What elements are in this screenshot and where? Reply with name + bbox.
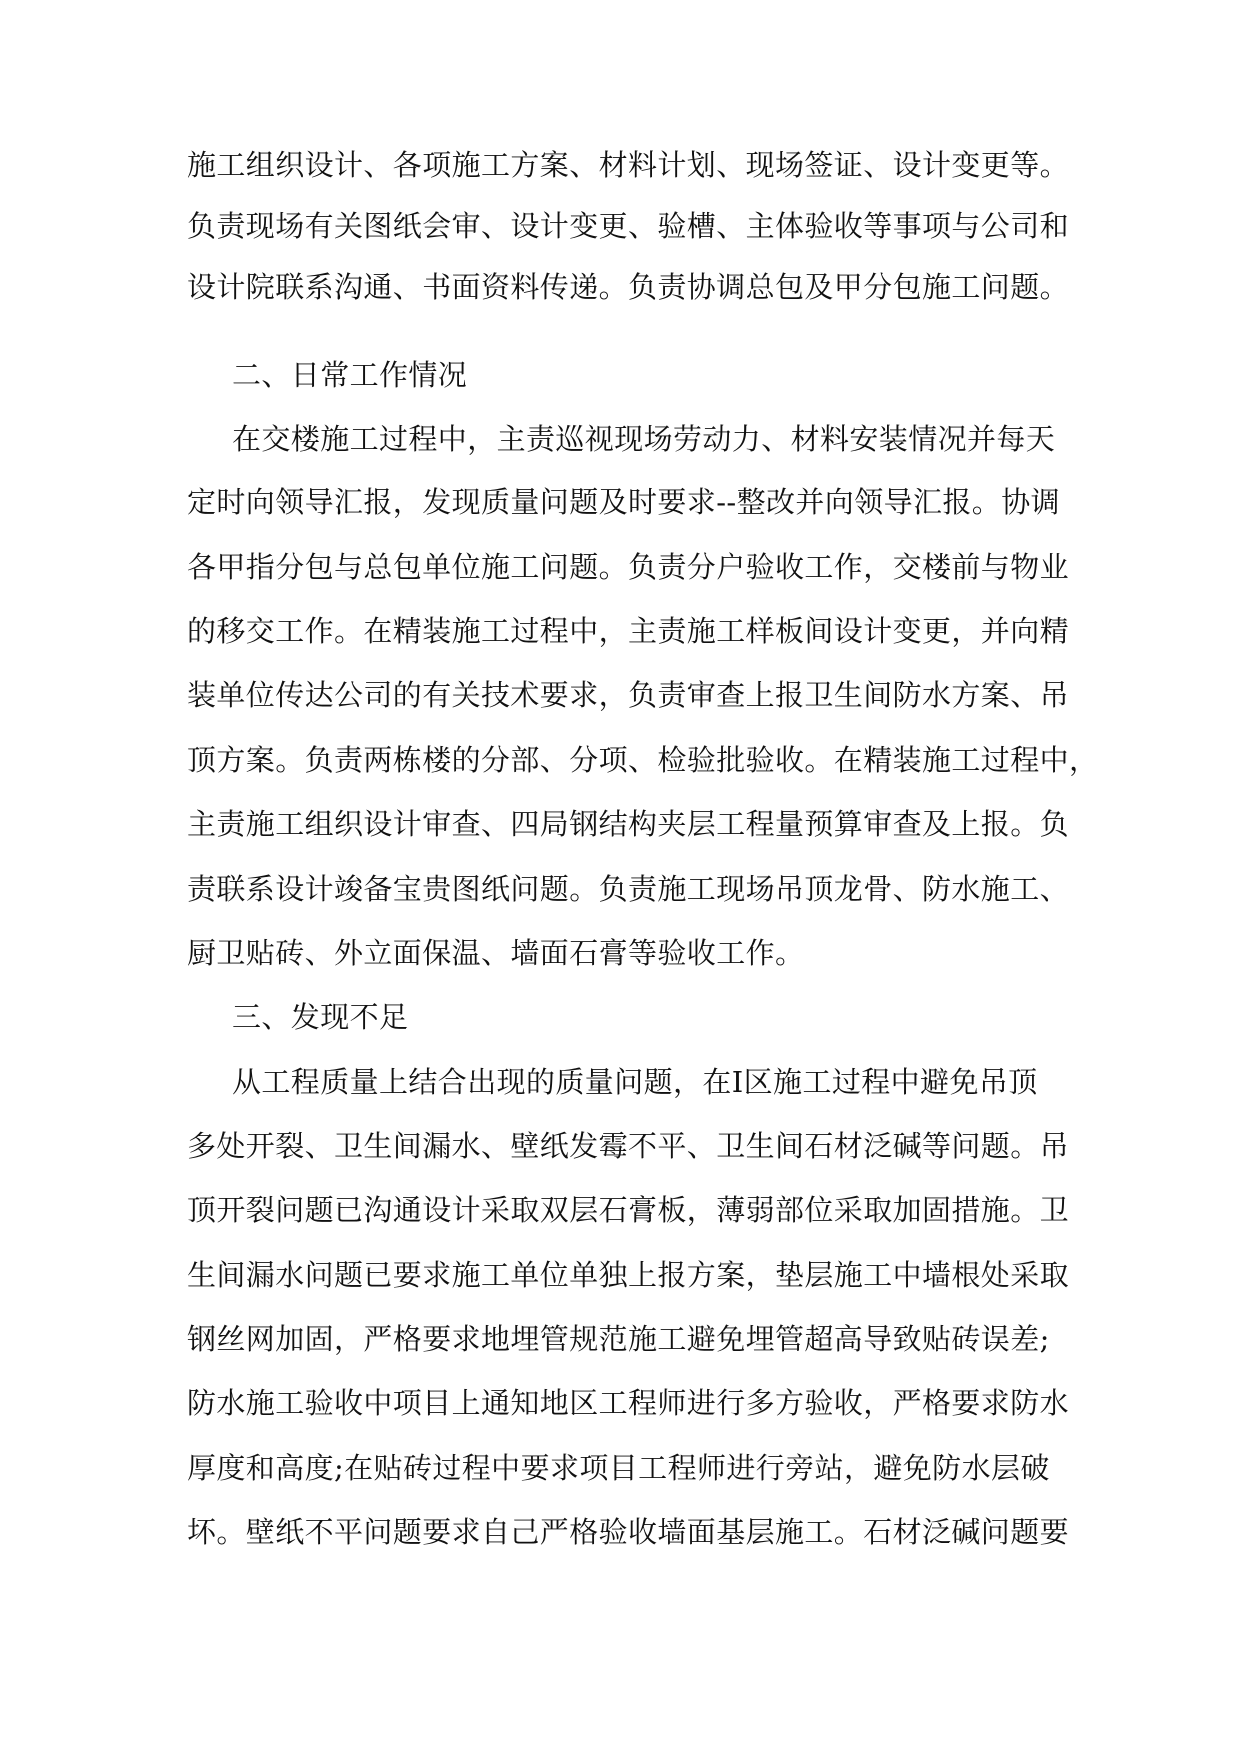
- text-line-15: 从工程质量上结合出现的质量问题，在Ⅰ区施工过程中避免吊顶: [232, 1065, 1038, 1099]
- text-line-8: 的移交工作。在精装施工过程中，主责施工样板间设计变更，并向精: [187, 614, 1070, 648]
- text-line-18: 生间漏水问题已要求施工单位单独上报方案，垫层施工中墙根处采取: [187, 1258, 1070, 1292]
- text-line-1: 施工组织设计、各项施工方案、材料计划、现场签证、设计变更等。: [187, 148, 1070, 182]
- section-heading-2: 二、日常工作情况: [232, 358, 468, 392]
- text-line-16: 多处开裂、卫生间漏水、壁纸发霉不平、卫生间石材泛碱等问题。吊: [187, 1129, 1070, 1163]
- text-line-17: 顶开裂问题已沟通设计采取双层石膏板，薄弱部位采取加固措施。卫: [187, 1193, 1070, 1227]
- text-line-2: 负责现场有关图纸会审、设计变更、验槽、主体验收等事项与公司和: [187, 209, 1070, 243]
- text-line-12: 责联系设计竣备宝贵图纸问题。负责施工现场吊顶龙骨、防水施工、: [187, 872, 1070, 906]
- text-line-11: 主责施工组织设计审查、四局钢结构夹层工程量预算审查及上报。负: [187, 807, 1070, 841]
- text-line-3: 设计院联系沟通、书面资料传递。负责协调总包及甲分包施工问题。: [187, 270, 1070, 304]
- text-line-22: 坏。壁纸不平问题要求自己严格验收墙面基层施工。石材泛碱问题要: [187, 1515, 1070, 1549]
- section-heading-3: 三、发现不足: [232, 1000, 409, 1034]
- text-line-21: 厚度和高度;在贴砖过程中要求项目工程师进行旁站，避免防水层破: [187, 1451, 1050, 1485]
- text-line-13: 厨卫贴砖、外立面保温、墙面石膏等验收工作。: [187, 936, 805, 970]
- text-line-6: 定时向领导汇报，发现质量问题及时要求--整改并向领导汇报。协调: [187, 485, 1060, 519]
- text-line-19: 钢丝网加固，严格要求地埋管规范施工避免埋管超高导致贴砖误差;: [187, 1322, 1050, 1356]
- text-line-5: 在交楼施工过程中，主责巡视现场劳动力、材料安装情况并每天: [232, 422, 1056, 456]
- text-line-7: 各甲指分包与总包单位施工问题。负责分户验收工作，交楼前与物业: [187, 550, 1070, 584]
- text-line-9: 装单位传达公司的有关技术要求，负责审查上报卫生间防水方案、吊: [187, 678, 1070, 712]
- text-line-20: 防水施工验收中项目上通知地区工程师进行多方验收，严格要求防水: [187, 1386, 1070, 1420]
- text-line-10: 顶方案。负责两栋楼的分部、分项、检验批验收。在精装施工过程中，: [187, 743, 1099, 777]
